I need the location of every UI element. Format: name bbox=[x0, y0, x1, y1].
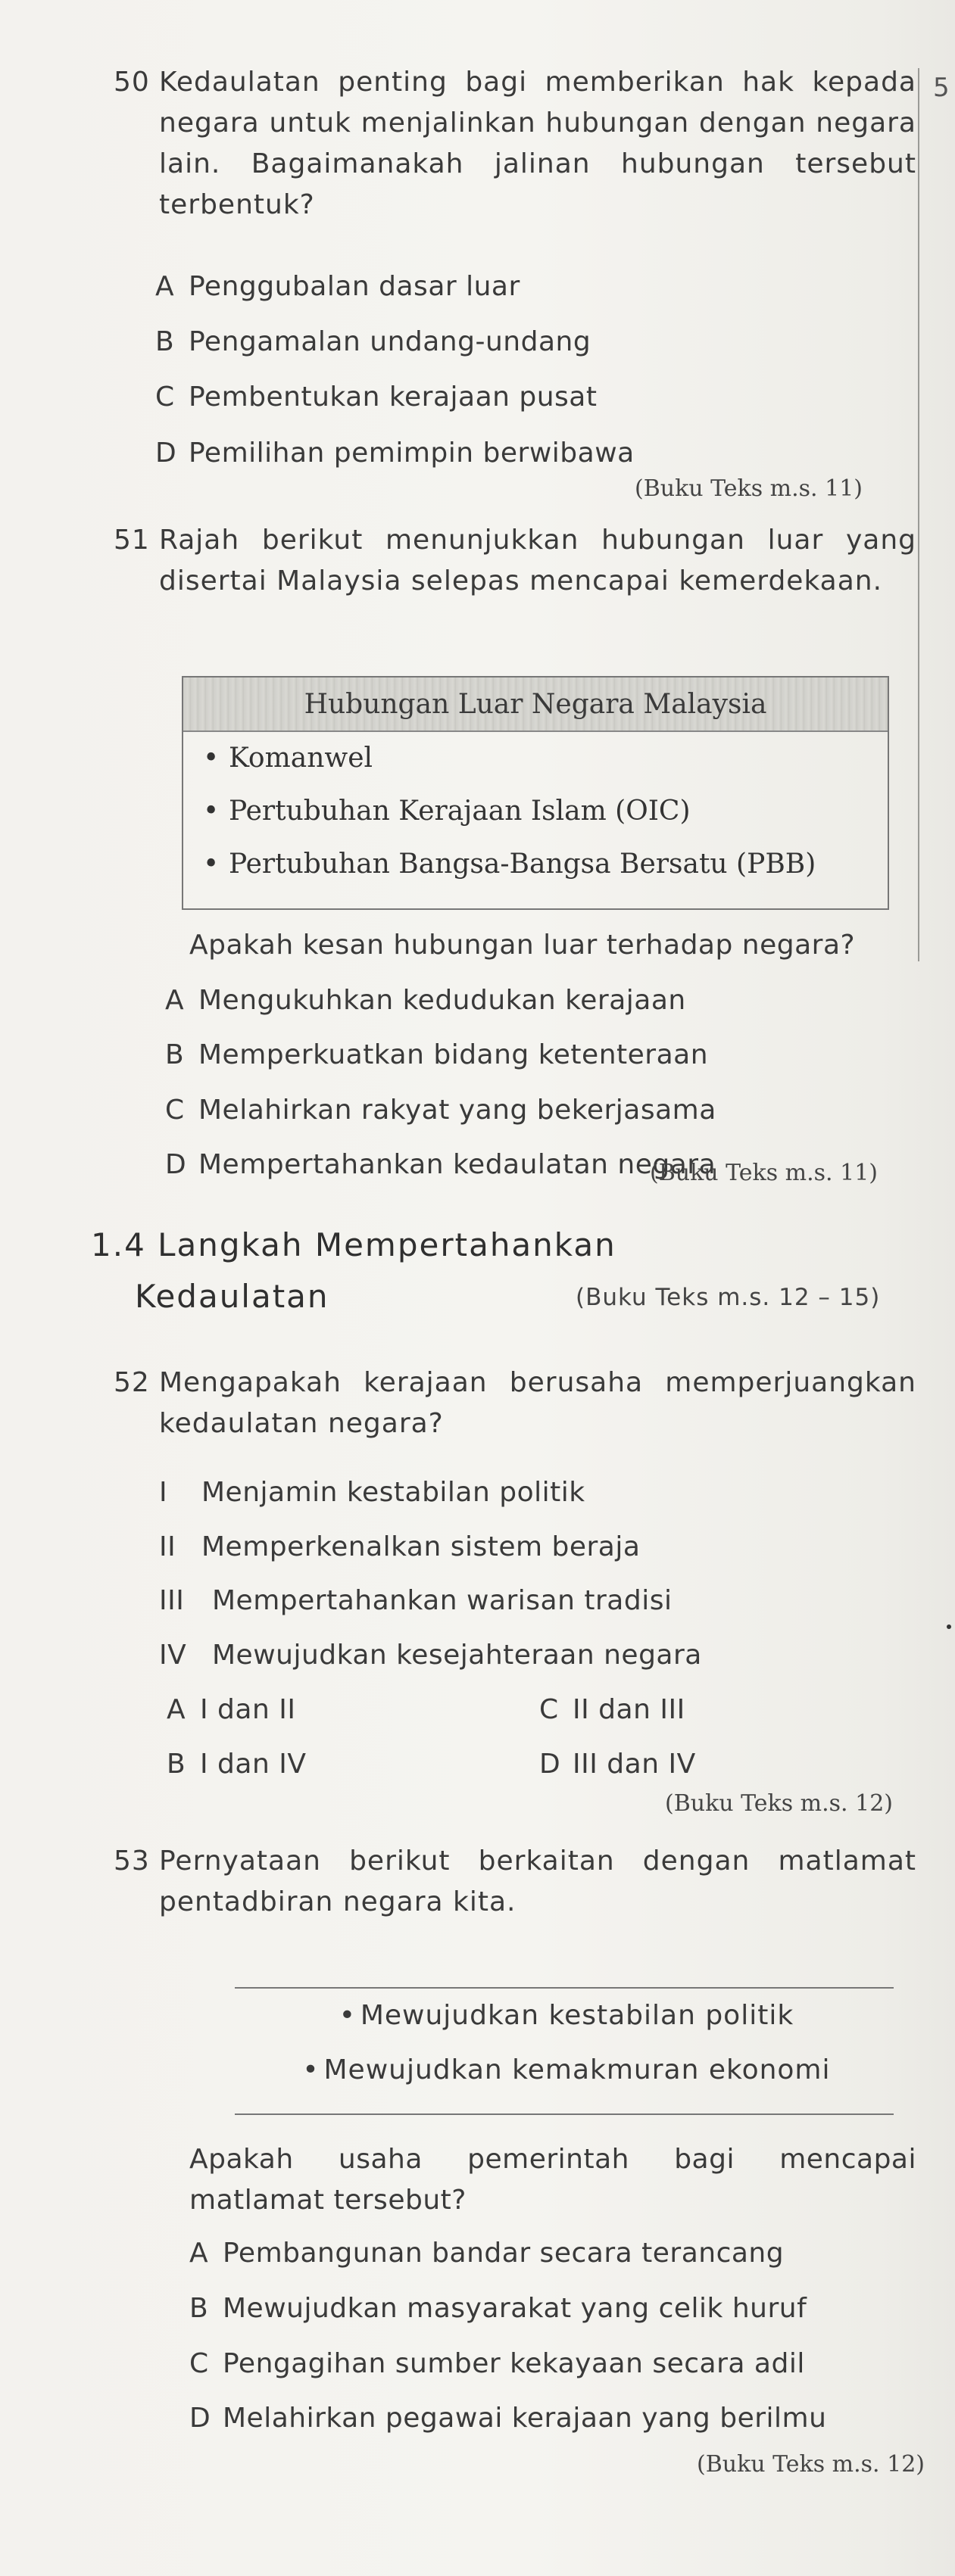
option-label: D bbox=[165, 1149, 187, 1180]
option-label: B bbox=[165, 1039, 185, 1070]
option-a[interactable] bbox=[165, 980, 686, 1021]
box-item: • Mewujudkan kestabilan politik bbox=[339, 2000, 794, 2031]
question-prompt: Apakah usaha pemerintah bagi mencapai matlamat tersebut? bbox=[189, 2144, 916, 2216]
option-label: C bbox=[165, 1095, 185, 1126]
option-a[interactable]: A Pembangunan bandar secara terancang bbox=[189, 2238, 785, 2269]
question-53 bbox=[114, 1841, 916, 1923]
option-label: A bbox=[165, 985, 185, 1016]
question-text: Pernyataan berikut berkaitan dengan matlamat pentadbiran negara kita. bbox=[159, 1846, 916, 1917]
option-a[interactable] bbox=[155, 266, 520, 307]
question-52 bbox=[114, 1363, 916, 1444]
section-reference: (Buku Teks m.s. 12 – 15) bbox=[576, 1284, 881, 1311]
section-title-line2: Kedaulatan bbox=[135, 1278, 329, 1315]
reference: (Buku Teks m.s. 12) bbox=[697, 2451, 925, 2478]
option-d[interactable] bbox=[155, 433, 635, 474]
question-text: Kedaulatan penting bagi memberikan hak kepada negara untuk menjalinkan hubungan dengan negara lain. Bagaimanakah jalinan hubungan tersebut terbentuk? bbox=[159, 67, 916, 220]
page-fold-line bbox=[918, 68, 919, 961]
option-c[interactable]: C II dan III bbox=[539, 1694, 685, 1725]
option-text: Mengukuhkan kedudukan kerajaan bbox=[198, 985, 686, 1016]
option-text: Pemilihan pemimpin berwibawa bbox=[189, 438, 635, 469]
table-item: • Pertubuhan Bangsa-Bangsa Bersatu (PBB) bbox=[203, 849, 816, 880]
option-c[interactable]: C Pengagihan sumber kekayaan secara adil bbox=[189, 2348, 805, 2379]
question-number: 53 bbox=[114, 1846, 150, 1877]
reference: (Buku Teks m.s. 11) bbox=[635, 475, 863, 502]
option-d[interactable] bbox=[165, 1145, 716, 1185]
option-c[interactable] bbox=[165, 1090, 716, 1131]
option-label: D bbox=[155, 438, 177, 469]
statement-box bbox=[235, 1987, 894, 2115]
reference: (Buku Teks m.s. 12) bbox=[665, 1790, 893, 1817]
diagram-table bbox=[182, 676, 889, 910]
question-50 bbox=[114, 62, 916, 226]
option-label: B bbox=[155, 326, 175, 357]
statement-ii: II Memperkenalkan sistem beraja bbox=[159, 1531, 641, 1562]
option-d[interactable]: D Melahirkan pegawai kerajaan yang berilmu bbox=[189, 2403, 827, 2434]
option-text: Pengamalan undang-undang bbox=[189, 326, 591, 357]
question-number: 51 bbox=[114, 525, 150, 556]
option-b[interactable] bbox=[155, 322, 591, 363]
question-text: Rajah berikut menunjukkan hubungan luar yang disertai Malaysia selepas mencapai kemerdekaan. bbox=[159, 525, 916, 596]
table-item: • Komanwel bbox=[203, 743, 373, 774]
statement-iii: III Mempertahankan warisan tradisi bbox=[159, 1585, 673, 1616]
option-a[interactable]: A I dan II bbox=[167, 1694, 296, 1725]
option-d[interactable]: D III dan IV bbox=[539, 1749, 696, 1780]
option-text: Mempertahankan kedaulatan negara bbox=[198, 1149, 716, 1180]
option-text: Melahirkan rakyat yang bekerjasama bbox=[198, 1095, 716, 1126]
question-number: 52 bbox=[114, 1367, 150, 1398]
option-text: Pembentukan kerajaan pusat bbox=[189, 382, 598, 413]
ink-dot bbox=[947, 1624, 951, 1629]
question-number: 50 bbox=[114, 67, 150, 98]
question-51 bbox=[114, 520, 916, 602]
section-title: 1.4 Langkah Mempertahankan bbox=[91, 1226, 616, 1263]
option-label: C bbox=[155, 382, 175, 413]
option-text: Penggubalan dasar luar bbox=[189, 271, 520, 302]
table-title: Hubungan Luar Negara Malaysia bbox=[183, 677, 888, 732]
option-text: Memperkuatkan bidang ketenteraan bbox=[198, 1039, 709, 1070]
statement-iv: IV Mewujudkan kesejahteraan negara bbox=[159, 1640, 702, 1671]
option-b[interactable] bbox=[165, 1035, 708, 1076]
option-b[interactable]: B I dan IV bbox=[167, 1749, 307, 1780]
adjacent-page-mark: 5 bbox=[933, 73, 950, 103]
table-item: • Pertubuhan Kerajaan Islam (OIC) bbox=[203, 796, 691, 827]
option-label: A bbox=[155, 271, 175, 302]
box-item: • Mewujudkan kemakmuran ekonomi bbox=[302, 2054, 831, 2085]
option-c[interactable] bbox=[155, 377, 597, 418]
reference: (Buku Teks m.s. 11) bbox=[650, 1160, 878, 1186]
question-text: Mengapakah kerajaan berusaha memperjuangkan kedaulatan negara? bbox=[159, 1367, 916, 1439]
question-prompt: Apakah kesan hubungan luar terhadap negara? bbox=[189, 930, 856, 961]
option-b[interactable]: B Mewujudkan masyarakat yang celik huruf bbox=[189, 2293, 807, 2324]
statement-i: I Menjamin kestabilan politik bbox=[159, 1477, 585, 1508]
